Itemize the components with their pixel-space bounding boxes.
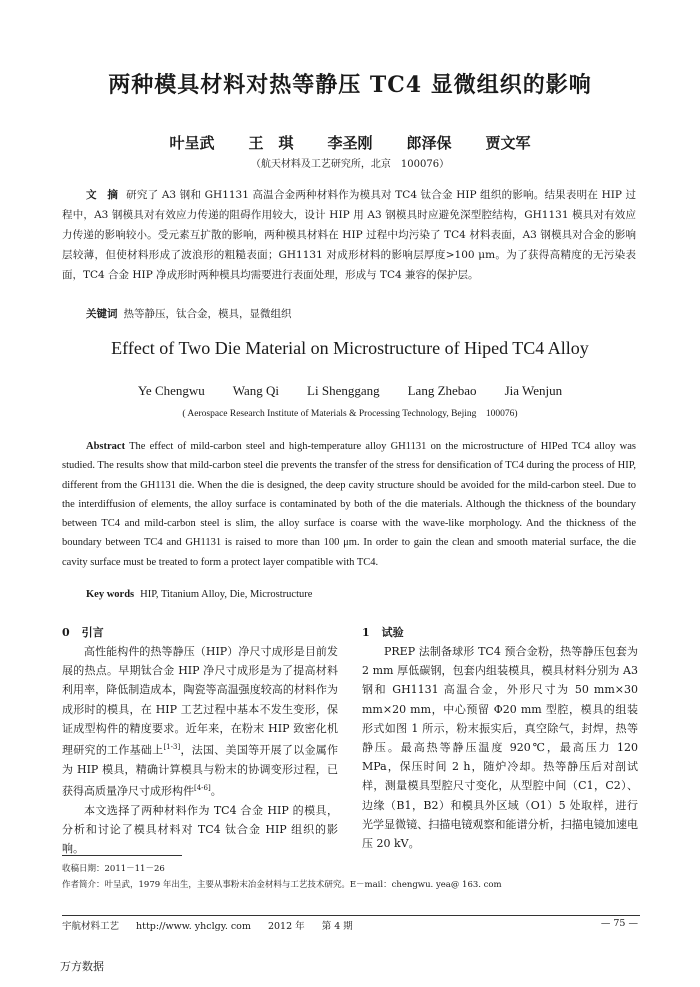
section-heading-introduction (62, 624, 104, 640)
abstract-label-en: Abstract (86, 441, 126, 452)
citation: [4-6] (194, 784, 211, 793)
citation: [1-3] (163, 743, 181, 752)
author-name: 贾文军 (485, 134, 531, 152)
paper-title-cn: 两种模具材料对热等静压 TC4 显微组织的影响 (108, 72, 592, 98)
section-heading-experiment (362, 624, 404, 640)
author-name: 叶呈武 (169, 134, 215, 152)
author-name: 王 琪 (248, 134, 294, 152)
journal-url: http://www. yhclgy. com (136, 921, 251, 932)
introduction-body (62, 642, 338, 859)
author-name: 郎泽保 (406, 134, 452, 152)
section-number: 0 (62, 626, 70, 639)
section-title: 试验 (381, 626, 404, 639)
author-name: Wang Qi (232, 383, 280, 398)
abstract-text-cn: 研究了 A3 钢和 GH1131 高温合金两种材料作为模具对 TC4 钛合金 HIP 组织的影响。结果表明在 HIP 过程中，A3 钢模具对有效应力传递的阻碍作用较大，设计 HIP 用 A3 钢模具时应避免深型腔结构，GH1131 模具对有效应力传递的影响较小。受元素互扩散的影响，两种模具材料在 HIP 过程中均污染了 TC4 材料表面，A3 钢模具对合金的影响层较薄，但使材料形成了波浪形的粗糙表面；GH1131 对成形材料的影响层厚度>100 μm。为了获得高精度的无污染表面，TC4 合金 HIP 净成形时两种模具均需要进行表面处理，形成与 TC4 兼容的保护层。 (62, 189, 637, 281)
journal-footer (62, 918, 367, 932)
journal-year: 2012 年 (267, 921, 305, 932)
experiment-body (362, 642, 638, 853)
author-name: Jia Wenjun (504, 383, 563, 398)
footer-divider (62, 915, 640, 916)
keywords-text-en: HIP, Titanium Alloy, Die, Microstructure (140, 589, 313, 600)
footnote-received: 收稿日期：2011－11－26 (62, 864, 165, 874)
paragraph-text: 。 (210, 784, 222, 798)
affiliation-en: ( Aerospace Research Institute of Materials & Processing Technology, Bejing 100076) (182, 409, 518, 419)
paragraph-text: ，法国、美国等开展了以金属作为 HIP 模具，精确计算模具与粉末的协调变形过程，已获得高质量净尺寸成形构件 (62, 743, 339, 798)
abstract-label-cn: 文 摘 (86, 189, 119, 201)
abstract-text-en: The effect of mild-carbon steel and high-temperature alloy GH1131 on the microstructure of HIPed TC4 alloy was studied. The results show that mild-carbon steel die prevents the transfer of the stress for densification of TC4 during the process of HIP, different from the GH1131 die. When the die is designed, the deep cavity structure should be avoided for the mild-carbon steel. Due to the interdiffusion of elements, the alloy surface is contaminated by both of the die materials. Although the thickness of the boundary between TC4 and mild-carbon steel is slim, the alloy surface is coarse with the wave-like morphology. And the thickness of the boundary between TC4 and GH1131 is raised to more than 100 μm. In order to gain the clean and smooth material surface, the die cavity surface must be treated to form a protect layer compatible with TC4. (62, 441, 636, 568)
keywords-text-cn: 热等静压，钛合金，模具，显微组织 (123, 308, 292, 320)
keywords-cn (86, 306, 292, 321)
author-name: Ye Chengwu (137, 383, 205, 398)
paragraph: PREP 法制备球形 TC4 预合金粉，热等静压包套为 2 mm 厚低碳钢，包套内组装模具，模具材料分别为 A3 钢和 GH1131 高温合金，外形尺寸为 50 mm×30 mm×20 mm，中心预留 Φ20 mm 型腔，模具的组装形式如图 1 所示，粉末振实后，真空除气，封焊，热等静压。最高热等静压温度 920℃，最高压力 120 MPa，保压时间 2 h，随炉冷却。热等静压后对剖试样，测量模具型腔尺寸变化，从型腔中间（C1，C2）、边缘（B1，B2）和模具外区域（O1）5 处取样，进行光学显微镜、扫描电镜观察和能谱分析，扫描电镜加速电压 20 kV。 (362, 645, 638, 851)
abstract-cn (62, 185, 636, 285)
author-name: Li Shenggang (307, 383, 380, 398)
section-title: 引言 (81, 626, 104, 639)
page-number: — 75 — (600, 918, 638, 929)
paragraph-text: 高性能构件的热等静压（HIP）净尺寸成形是目前发展的热点。早期钛合金 HIP 净尺寸成形是为了提高材料利用率，降低制造成本，陶瓷等高温强度较高的材料作为成形时的模具，在 HIP 工艺过程中基本不发生变形，保证成型构件的精度要求。近年来，在粉末 HIP 致密化机理研究的工作基础上 (62, 645, 338, 757)
journal-issue: 第 4 期 (321, 921, 353, 932)
author-name: Lang Zhebao (407, 383, 477, 398)
author-list-cn (0, 132, 700, 153)
footnote-author: 作者简介：叶呈武，1979 年出生，主要从事粉末冶金材料与工艺技术研究。E－mail：chengwu. yea@ 163. com (62, 880, 502, 890)
journal-name: 宇航材料工艺 (62, 921, 120, 932)
footnote-divider (62, 855, 182, 856)
paper-title-en: Effect of Two Die Material on Microstructure of Hiped TC4 Alloy (111, 338, 589, 358)
author-name: 李圣刚 (327, 134, 373, 152)
affiliation-cn: （航天材料及工艺研究所，北京 100076） (250, 159, 450, 170)
abstract-en (62, 437, 636, 572)
section-number: 1 (362, 626, 370, 639)
watermark: 万方数据 (60, 960, 104, 973)
keywords-label-en: Key words (86, 589, 135, 600)
keywords-label-cn: 关键词 (86, 308, 118, 320)
paragraph (62, 642, 338, 801)
paragraph: 本文选择了两种材料作为 TC4 合金 HIP 的模具，分析和讨论了模具材料对 TC4 钛合金 HIP 组织的影响。 (62, 803, 338, 856)
keywords-en (86, 589, 312, 600)
author-list-en (0, 383, 700, 399)
